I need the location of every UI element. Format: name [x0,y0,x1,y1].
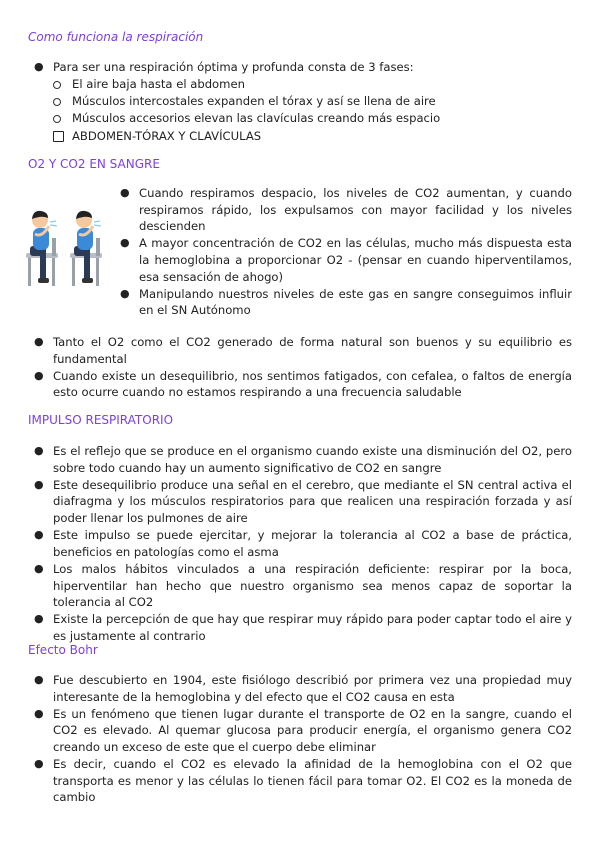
section-heading-respiracion: Como funciona la respiración [28,30,204,44]
section-heading-bohr: Efecto Bohr [28,643,98,657]
bullet-list-respiracion [34,59,573,76]
list-item: Músculos accesorios elevan las clavículas creando más espacio [72,110,572,127]
section-heading-impulso: IMPULSO RESPIRATORIO [28,413,174,427]
checkbox-item[interactable]: ABDOMEN-TÓRAX Y CLAVÍCULAS [72,128,572,145]
bullet-icon: ● [120,286,130,300]
bullet-icon: ● [34,706,44,720]
list-item: ● Existe la percepción de que hay que respirar muy rápido para poder captar todo el aire y es justamente al contrario [34,612,572,643]
list-item: ● Es un fenómeno que tienen lugar durante el transporte de O2 en la sangre, cuando el CO2 es elevado. Al quemar glucosa para producir energía, el organismo genera CO2 creando un exceso de este que el cuerpo debe eliminar [34,706,572,754]
list-item: ● Es el reflejo que se produce en el organismo cuando existe una disminución del O2, pero sobre todo cuando hay un aumento significativo de CO2 en sangre [34,444,572,475]
list-item: ● Es decir, cuando el CO2 es elevado la afinidad de la hemoglobina con el O2 que transporta es menor y las células lo tienen fácil para tomar O2. El CO2 es la moneda de cambio [34,757,572,805]
bullet-list-o2co2 [34,334,572,402]
bullet-icon: ● [34,444,44,457]
bullet-icon: ● [120,186,130,199]
bullet-icon: ● [34,612,44,626]
list-item: ● Este desequilibrio produce una señal en el cerebro, que mediante el SN central activa el diafragma y los músculos respiratorios para que realicen una respiración forzada y así poder llenar los pulmones de aire [34,477,572,525]
bullet-icon: ● [34,368,44,382]
circle-bullet-icon [53,81,61,89]
bullet-icon: ● [34,673,44,686]
circle-bullet-icon [53,98,61,106]
bullet-list-impulso [34,443,572,645]
bullet-icon: ● [34,335,44,348]
list-item: ● Para ser una respiración óptima y profunda consta de 3 fases: [34,60,414,74]
list-item: ● Los malos hábitos vinculados a una respiración deficiente: respirar por la boca, hiperventilar han hecho que nuestro organismo sea menos capaz de soportar la tolerancia al CO2 [34,561,572,610]
bullet-icon: ● [34,757,44,771]
bullet-icon: ● [120,236,130,250]
checkbox-icon[interactable] [53,131,64,142]
person-icon [26,211,58,286]
list-item: Músculos intercostales expanden el tórax y así se llena de aire [72,93,572,110]
bullet-icon: ● [34,528,44,542]
bullet-list-bohr [34,672,572,807]
list-item: El aire baja hasta el abdomen [72,76,572,93]
list-item: ● A mayor concentración de CO2 en las células, mucho más dispuesta esta la hemoglobina a proporcionar O2 - (pensar en cuando hiperventilamos, esa sensación de ahogo) [120,236,572,284]
section-heading-o2co2: O2 Y CO2 EN SANGRE [28,157,160,171]
list-item: ● Este impulso se puede ejercitar, y mejorar la tolerancia al CO2 a base de práctica, beneficios en patologías como el asma [34,528,572,559]
list-item: ● Cuando respiramos despacio, los niveles de CO2 aumentan, y cuando respiramos rápido, los expulsamos con mayor facilidad y los niveles descienden [120,186,572,234]
list-item: ● Manipulando nuestros niveles de este gas en sangre conseguimos influir en el SN Autónomo [120,286,572,318]
circle-bullet-icon [53,115,61,123]
bullet-list-o2co2-side [120,185,572,320]
list-item: ● Tanto el O2 como el CO2 generado de forma natural son buenos y su equilibrio es fundamental [34,335,572,366]
list-item: ● Cuando existe un desequilibrio, nos sentimos fatigados, con cefalea, o faltos de energía esto ocurre cuando no estamos respirando a una frecuencia saludable [34,368,572,400]
list-item: ● Fue descubierto en 1904, este fisiólogo describió por primera vez una propiedad muy interesante de la hemoglobina y del efecto que el CO2 causa en esta [34,673,572,704]
sublist-respiracion [72,76,572,145]
bullet-icon: ● [34,477,44,491]
breathing-people-illustration [26,208,108,292]
person-icon [70,211,102,286]
bullet-icon: ● [34,561,44,575]
bullet-icon: ● [34,60,44,73]
